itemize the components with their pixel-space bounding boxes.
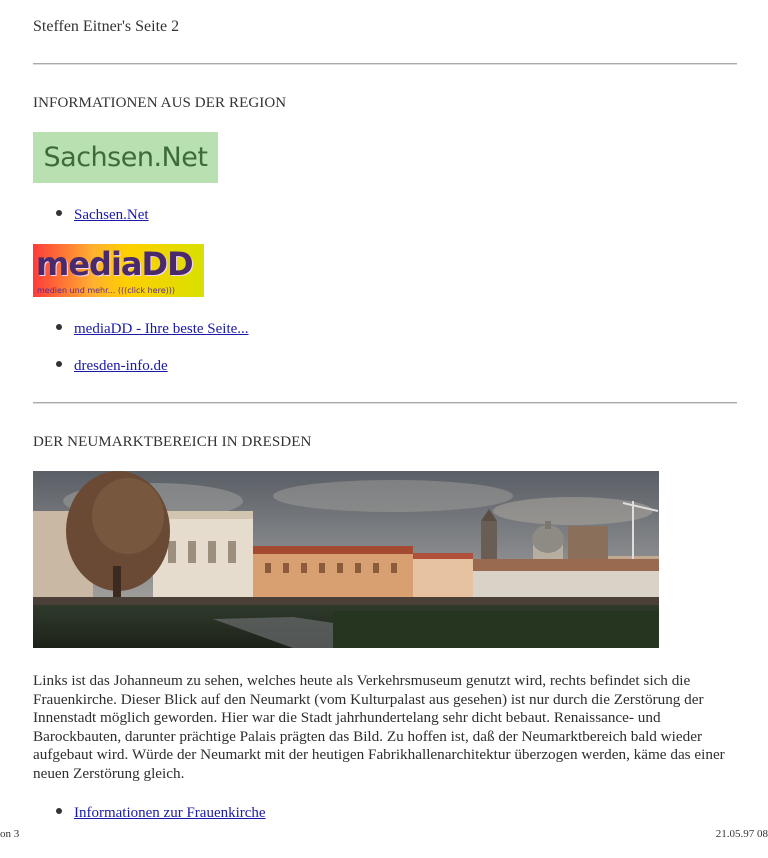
list-item <box>56 321 249 338</box>
neumarkt-panorama-image <box>33 471 659 648</box>
link-frauenkirche[interactable]: Informationen zur Frauenkirche <box>74 805 266 821</box>
bullet-icon <box>56 210 62 216</box>
divider <box>33 63 737 65</box>
sachsen-net-logo-text: Sachsen.Net <box>43 142 208 173</box>
mediadd-logo[interactable] <box>33 244 204 297</box>
bullet-icon <box>56 808 62 814</box>
footer-date: 21.05.97 08 <box>715 828 768 840</box>
list-item <box>56 805 266 822</box>
divider <box>33 402 737 404</box>
link-sachsen-net[interactable]: Sachsen.Net <box>74 207 149 223</box>
link-dresden-info[interactable]: dresden-info.de <box>74 358 168 374</box>
footer-page-label: on 3 <box>0 828 20 840</box>
list-item <box>56 207 149 224</box>
link-mediadd[interactable]: mediaDD - Ihre beste Seite... <box>74 321 249 337</box>
sachsen-net-logo[interactable] <box>33 132 218 183</box>
region-heading: INFORMATIONEN AUS DER REGION <box>33 95 287 111</box>
bullet-icon <box>56 324 62 330</box>
mediadd-logo-tagline: medien und mehr... (((click here))) <box>37 286 175 295</box>
page-title: Steffen Eitner's Seite 2 <box>33 18 180 35</box>
neumarkt-description: Links ist das Johanneum zu sehen, welches heute als Verkehrsmuseum genutzt wird, rechts befindet sich die Frauenkirche. Dieser Blick auf den Neumarkt (vom Kulturpalast aus gesehen) ist nur durch die Zerstörung der Innenstadt möglich geworden. Hier war die Stadt jahrhundertelang sehr dicht bebaut. Renaissance- und Barockbauten, darunter prächtige Palais prägten das Bild. Zu hoffen ist, daß der Neumarktbereich bald wieder aufgebaut wird. Würde der Neumarkt mit der heutigen Fabrikhallenarchitektur überzogen werden, käme das einer neuen Zerstörung gleich. <box>33 672 725 782</box>
bullet-icon <box>56 361 62 367</box>
neumarkt-heading: DER NEUMARKTBEREICH IN DRESDEN <box>33 434 312 450</box>
mediadd-logo-text: mediaDD <box>36 245 193 283</box>
list-item <box>56 358 168 375</box>
